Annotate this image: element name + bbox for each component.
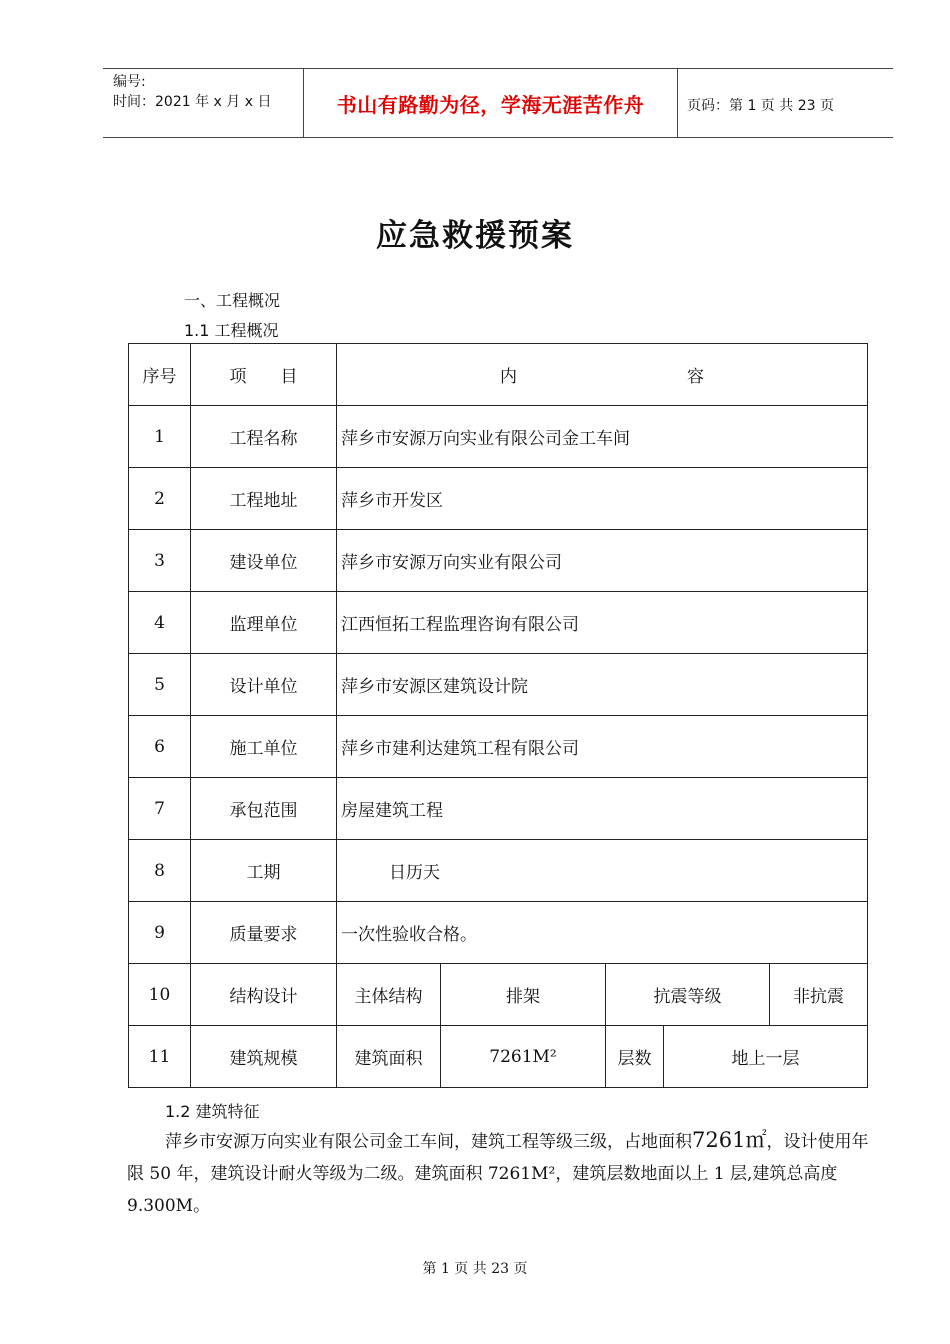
table-row [129,406,868,468]
row-seq: 2 [129,468,191,530]
row-item: 监理单位 [191,592,337,654]
table-row [129,716,868,778]
seismic-grade-value: 非抗震 [770,964,868,1026]
row-seq: 6 [129,716,191,778]
row-item: 承包范围 [191,778,337,840]
table-row [129,840,868,902]
table-row [129,592,868,654]
row-seq: 11 [129,1026,191,1088]
page-header [103,68,893,138]
row-item: 设计单位 [191,654,337,716]
building-area-label: 建筑面积 [337,1026,441,1088]
row-content: 日历天 [337,840,868,902]
table-row [129,964,868,1026]
row-item: 施工单位 [191,716,337,778]
number-label: 编号: [113,74,146,90]
row-content: 萍乡市开发区 [337,468,868,530]
document-title: 应急救援预案 [376,218,574,254]
floors-label: 层数 [606,1026,664,1088]
row-seq: 4 [129,592,191,654]
building-features-paragraph [127,1124,872,1222]
row-seq: 10 [129,964,191,1026]
table-row [129,778,868,840]
row-item: 建设单位 [191,530,337,592]
row-content: 江西恒拓工程监理咨询有限公司 [337,592,868,654]
row-item: 工期 [191,840,337,902]
header-motto: 书山有路勤为径，学海无涯苦作舟 [304,69,678,137]
row-content: 一次性验收合格。 [337,902,868,964]
time-label: 时间：2021 年 x 月 x 日 [113,94,272,110]
row-item: 质量要求 [191,902,337,964]
row-item: 结构设计 [191,964,337,1026]
row-seq: 9 [129,902,191,964]
row-seq: 8 [129,840,191,902]
header-content: 内 容 [337,344,868,406]
building-area-value: 7261M² [441,1026,606,1088]
table-row [129,468,868,530]
paragraph-part2: ，设计使用年限 50 年，建筑设计耐火等级为二级。建筑面积 7261M²，建筑层数地面以上 1 层,建筑总高度 9.300M。 [127,1132,869,1216]
table-row [129,530,868,592]
floors-value: 地上一层 [664,1026,868,1088]
structure-type-value: 排架 [441,964,606,1026]
row-content: 萍乡市安源万向实业有限公司金工车间 [337,406,868,468]
row-content: 萍乡市安源万向实业有限公司 [337,530,868,592]
seismic-grade-label: 抗震等级 [606,964,770,1026]
row-content: 房屋建筑工程 [337,778,868,840]
table-row [129,654,868,716]
row-item: 工程地址 [191,468,337,530]
row-seq: 5 [129,654,191,716]
row-item: 工程名称 [191,406,337,468]
paragraph-part1: 萍乡市安源万向实业有限公司金工车间，建筑工程等级三级，占地面积 [165,1132,692,1152]
section-heading-1-2: 1.2 建筑特征 [165,1102,260,1121]
table-header-row [129,344,868,406]
header-seq: 序号 [129,344,191,406]
section-heading-1: 一、工程概况 [184,291,281,310]
row-seq: 7 [129,778,191,840]
project-overview-table [128,343,868,1088]
row-seq: 1 [129,406,191,468]
row-item: 建筑规模 [191,1026,337,1088]
table-row [129,1026,868,1088]
paragraph-area: 7261㎡ [692,1128,767,1152]
page-footer: 第 1 页 共 23 页 [422,1261,528,1277]
structure-main-label: 主体结构 [337,964,441,1026]
row-content: 萍乡市安源区建筑设计院 [337,654,868,716]
header-meta [103,69,304,137]
section-heading-1-1: 1.1 工程概况 [184,321,279,340]
header-item: 项 目 [191,344,337,406]
table-row [129,902,868,964]
row-content: 萍乡市建利达建筑工程有限公司 [337,716,868,778]
row-seq: 3 [129,530,191,592]
header-page-label: 页码：第 1 页 共 23 页 [687,98,834,114]
